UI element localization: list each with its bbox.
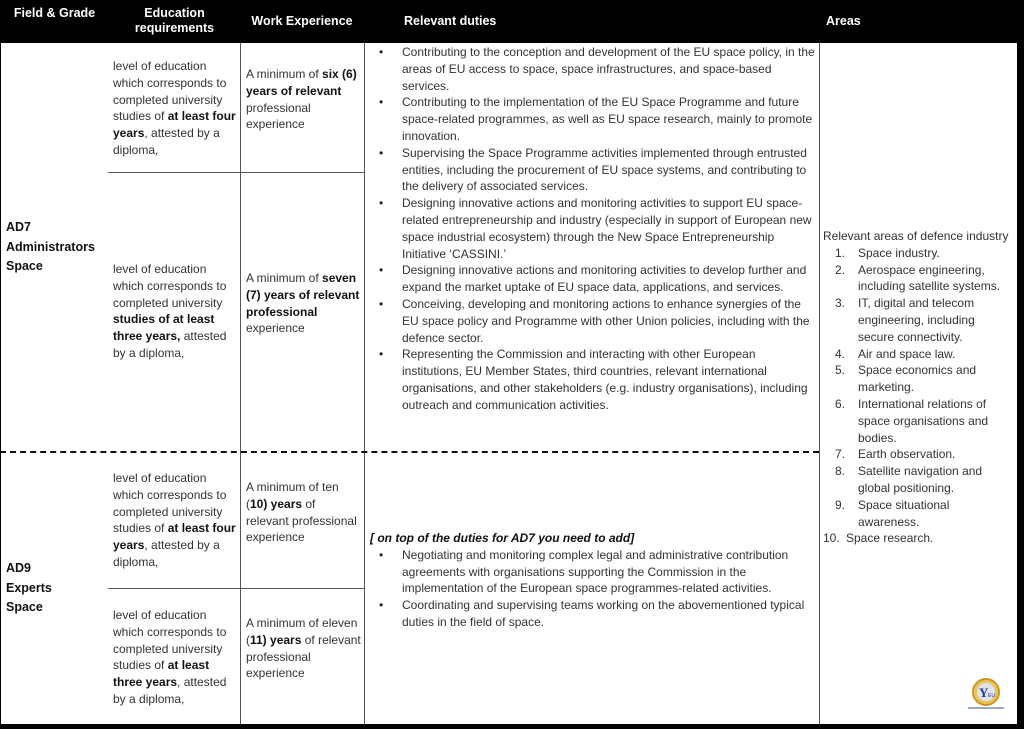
experience-cell bbox=[246, 66, 361, 133]
area-item bbox=[823, 497, 1013, 531]
duty-item: • Designing innovative actions and monitoring activities to support EU space-related entrepreneurship and industry (especially in support of European new space industrial ecosystem) through the New Space Entrepreneurship Initiative ‘CASSINI.’ bbox=[367, 195, 817, 262]
area-number: 10. bbox=[823, 531, 840, 546]
area-item bbox=[823, 362, 1013, 396]
education-text: , attested by a diploma, bbox=[113, 538, 220, 569]
education-text: , attested by a diploma, bbox=[113, 675, 227, 706]
row-divider bbox=[108, 172, 364, 173]
area-text: Space economics and marketing. bbox=[858, 363, 977, 395]
area-text: International relations of space organisations and bodies. bbox=[858, 396, 989, 445]
experience-emphasis: six (6) years of relevant bbox=[246, 67, 357, 98]
areas-list bbox=[823, 245, 1013, 547]
areas-cell bbox=[823, 228, 1013, 547]
education-emphasis: at least four years bbox=[113, 109, 236, 141]
experience-cell bbox=[246, 479, 361, 546]
duty-item: • Representing the Commission and interacting with other European institutions, EU Member States, third countries, relevant international organisations, and other stakeholders (e.g. industry organisations), including outreach and communication activities. bbox=[367, 346, 817, 413]
area-item bbox=[823, 262, 1013, 296]
header-experience: Work Experience bbox=[251, 14, 353, 28]
experience-text: A minimum of bbox=[246, 67, 323, 81]
area-number: 4. bbox=[835, 346, 846, 361]
area-number: 6. bbox=[835, 396, 846, 411]
svg-text:Y: Y bbox=[979, 685, 989, 700]
areas-intro: Relevant areas of defence industry bbox=[823, 229, 1009, 243]
experience-text: A minimum of eleven ( bbox=[246, 616, 358, 647]
experience-text: A minimum of bbox=[246, 271, 323, 285]
education-text: , attested by a diploma, bbox=[113, 126, 220, 157]
education-cell bbox=[113, 58, 238, 159]
area-number: 1. bbox=[835, 245, 846, 260]
grade-divider bbox=[0, 451, 819, 453]
area-number: 8. bbox=[835, 464, 846, 479]
area-item bbox=[823, 530, 1013, 547]
col-divider bbox=[240, 43, 241, 724]
area-number: 9. bbox=[835, 497, 846, 512]
row-divider bbox=[108, 588, 364, 589]
area-text: Aerospace engineering, including satellite systems. bbox=[858, 262, 1001, 294]
area-item bbox=[823, 396, 1013, 446]
grade-ad7 bbox=[6, 218, 95, 277]
col-divider bbox=[364, 43, 365, 724]
header-areas: Areas bbox=[826, 14, 861, 28]
area-number: 3. bbox=[835, 296, 846, 311]
area-number: 2. bbox=[835, 262, 846, 277]
area-text: Air and space law. bbox=[858, 346, 956, 361]
area-text: Satellite navigation and global positioning. bbox=[858, 464, 983, 495]
education-emphasis: at least three years bbox=[113, 658, 210, 690]
area-text: Earth observation. bbox=[858, 447, 956, 462]
duties-cell-ad7 bbox=[367, 44, 817, 414]
area-text: Space industry. bbox=[858, 245, 940, 260]
experience-emphasis: 10) years bbox=[250, 496, 303, 511]
header-field-grade: Field & Grade bbox=[13, 6, 96, 20]
grade-code: AD9 bbox=[6, 561, 32, 575]
experience-cell bbox=[246, 615, 361, 682]
duty-item: • Coordinating and supervising teams working on the abovementioned typical duties in the field of space. bbox=[367, 597, 817, 631]
grade-field: Space bbox=[6, 259, 43, 273]
experience-text: professional experience bbox=[246, 100, 311, 132]
grade-field: Space bbox=[6, 600, 43, 614]
area-text: Space research. bbox=[846, 531, 934, 546]
education-text: level of education which corresponds to completed university studies of bbox=[113, 59, 227, 124]
experience-emphasis: 11) years bbox=[250, 632, 302, 647]
duties-note: [ on top of the duties for AD7 you need to add] bbox=[370, 531, 635, 545]
duty-item: • Contributing to the conception and development of the EU space policy, in the areas of EU access to space, space infrastructures, and space-based services. bbox=[367, 44, 817, 94]
experience-text: experience bbox=[246, 321, 305, 336]
education-cell bbox=[113, 261, 238, 362]
experience-cell bbox=[246, 270, 361, 337]
col-divider bbox=[819, 43, 820, 724]
duty-item: • Designing innovative actions and monitoring activities to develop further and expand the market uptake of EU space data, applications, and services. bbox=[367, 262, 817, 296]
duty-item: • Contributing to the implementation of the EU Space Programme and future space-related programmes, as well as EU space research, mainly to promote innovation. bbox=[367, 94, 817, 144]
education-emphasis: studies of at least three years, bbox=[113, 312, 215, 344]
experience-text: A minimum of ten ( bbox=[246, 480, 339, 511]
experience-text: of relevant professional experience bbox=[246, 632, 361, 681]
duty-item: • Negotiating and monitoring complex legal and administrative contribution agreements with organisations supporting the Commission in the implementation of the European space programmes-related activities. bbox=[367, 547, 817, 597]
experience-text: of relevant professional experience bbox=[246, 496, 357, 545]
experience-emphasis: seven (7) years of relevant professional bbox=[246, 271, 360, 319]
education-text: level of education which corresponds to completed university studies of bbox=[113, 608, 227, 673]
header-education: Education requirements bbox=[134, 6, 215, 35]
area-item bbox=[823, 346, 1013, 363]
education-text: level of education which corresponds to completed university bbox=[113, 262, 227, 310]
duty-item: • Conceiving, developing and monitoring actions to enhance synergies of the EU space policy and Programme with other Union policies, including with the defence sector. bbox=[367, 296, 817, 346]
area-text: Space situational awareness. bbox=[858, 497, 950, 529]
area-text: IT, digital and telecom engineering, including secure connectivity. bbox=[858, 296, 975, 344]
duty-item: • Supervising the Space Programme activities implemented through entrusted entities, including the procurement of EU space systems, and contributing to the delivery of associated services. bbox=[367, 145, 817, 195]
education-emphasis: at least four years bbox=[113, 521, 236, 553]
table-header bbox=[0, 0, 1024, 43]
grade-code: AD7 bbox=[6, 220, 32, 234]
grade-title: Experts bbox=[6, 580, 52, 595]
education-text: attested by a diploma, bbox=[113, 329, 227, 360]
duties-cell-ad9 bbox=[370, 530, 817, 631]
header-duties: Relevant duties bbox=[404, 14, 497, 28]
logo-icon bbox=[964, 678, 1008, 712]
area-item bbox=[823, 463, 1013, 497]
education-text: level of education which corresponds to completed university studies of bbox=[113, 471, 227, 536]
area-item bbox=[823, 446, 1013, 463]
area-item bbox=[823, 245, 1013, 262]
area-number: 7. bbox=[835, 447, 846, 462]
grade-title: Administrators bbox=[6, 239, 95, 254]
grade-ad9 bbox=[6, 559, 52, 618]
svg-text:EU: EU bbox=[988, 693, 995, 699]
education-cell bbox=[113, 470, 238, 571]
education-cell bbox=[113, 607, 238, 708]
area-item bbox=[823, 295, 1013, 345]
area-number: 5. bbox=[835, 363, 846, 378]
